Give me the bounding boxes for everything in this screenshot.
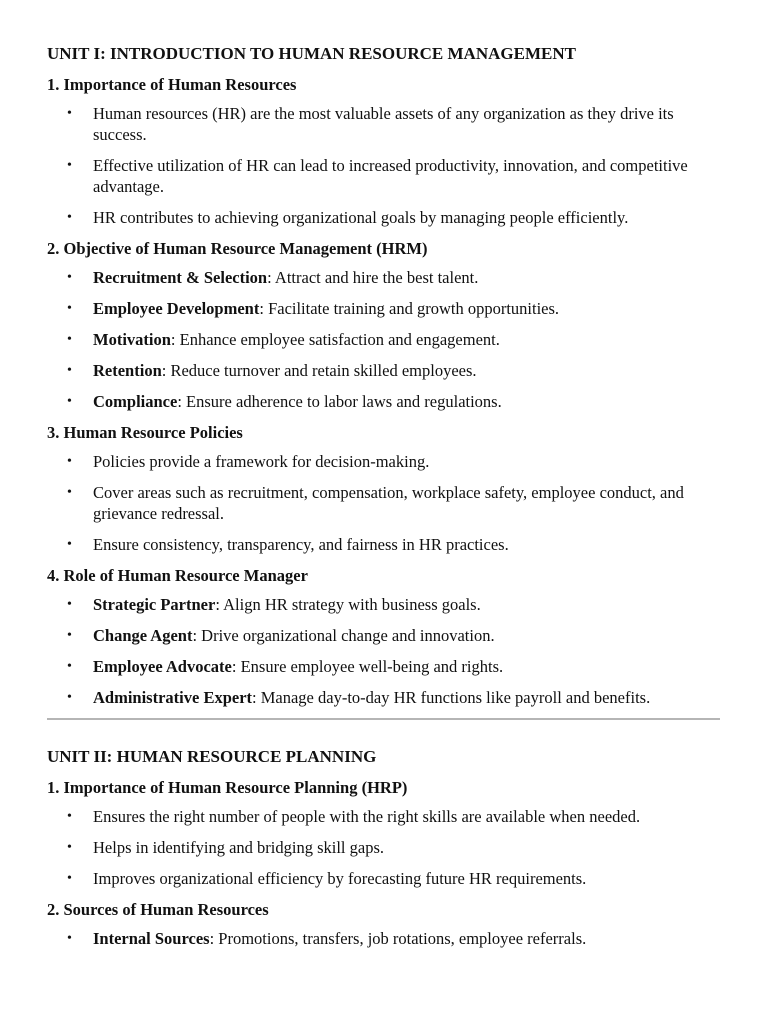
section-heading: 1. Importance of Human Resources: [47, 75, 297, 94]
bullet-icon: •: [67, 690, 72, 705]
bullet-icon: •: [67, 394, 72, 409]
list-item: [47, 207, 720, 228]
bullet-icon: •: [67, 210, 72, 225]
list-item-text: : Ensure employee well-being and rights.: [231, 657, 504, 676]
list-item: [47, 837, 720, 858]
bullet-icon: •: [67, 158, 72, 173]
list-item-term: Recruitment & Selection: [93, 268, 268, 287]
list-item: [47, 656, 720, 677]
bullet-icon: •: [67, 809, 72, 824]
list-item: [47, 451, 720, 472]
list-item-term: Internal Sources: [93, 929, 210, 948]
unit-title: UNIT II: HUMAN RESOURCE PLANNING: [47, 747, 377, 766]
bullet-list: [47, 928, 720, 949]
list-item: [47, 360, 720, 381]
list-item-text: : Promotions, transfers, job rotations, employee referrals.: [209, 929, 587, 948]
list-item-term: Employee Development: [93, 299, 260, 318]
list-item-text: Policies provide a framework for decision-making.: [93, 452, 430, 471]
bullet-icon: •: [67, 628, 72, 643]
list-item-term: Compliance: [93, 392, 178, 411]
bullet-list: [47, 451, 720, 555]
list-item: [47, 594, 720, 615]
bullet-list: [47, 267, 720, 412]
bullet-icon: •: [67, 597, 72, 612]
list-item: [47, 806, 720, 827]
bullet-icon: •: [67, 301, 72, 316]
list-item-text: : Attract and hire the best talent.: [267, 268, 479, 287]
document-body: [47, 43, 720, 949]
list-item-text: : Ensure adherence to labor laws and regulations.: [177, 392, 502, 411]
section-heading: 3. Human Resource Policies: [47, 423, 243, 442]
list-item-text: : Manage day-to-day HR functions like payroll and benefits.: [252, 688, 651, 707]
list-item: [47, 298, 720, 319]
list-item-text: Improves organizational efficiency by forecasting future HR requirements.: [93, 869, 587, 888]
section-heading: 2. Objective of Human Resource Management (HRM): [47, 239, 428, 258]
list-item-text: : Drive organizational change and innovation.: [192, 626, 495, 645]
list-item: [47, 482, 720, 524]
list-item: [47, 267, 720, 288]
list-item: [47, 687, 720, 708]
list-item-text: Ensure consistency, transparency, and fairness in HR practices.: [93, 535, 509, 554]
list-item-term: Change Agent: [93, 626, 193, 645]
list-item: [47, 391, 720, 412]
list-item-term: Administrative Expert: [93, 688, 253, 707]
list-item-text: Helps in identifying and bridging skill gaps.: [93, 838, 385, 857]
bullet-icon: •: [67, 871, 72, 886]
list-item-text: Human resources (HR) are the most valuable assets of any organization as they drive its success.: [93, 104, 674, 144]
bullet-icon: •: [67, 537, 72, 552]
bullet-icon: •: [67, 840, 72, 855]
list-item-term: Motivation: [93, 330, 171, 349]
list-item-term: Retention: [93, 361, 162, 380]
section-heading: 2. Sources of Human Resources: [47, 900, 269, 919]
bullet-list: [47, 103, 720, 228]
list-item: [47, 868, 720, 889]
list-item-text: : Align HR strategy with business goals.: [215, 595, 481, 614]
list-item-text: Cover areas such as recruitment, compensation, workplace safety, employee conduct, and grievance redressal.: [93, 483, 684, 523]
list-item: [47, 625, 720, 646]
list-item-text: : Reduce turnover and retain skilled employees.: [161, 361, 477, 380]
list-item-text: Ensures the right number of people with the right skills are available when needed.: [93, 807, 641, 826]
list-item-term: Strategic Partner: [93, 595, 216, 614]
section-heading: 4. Role of Human Resource Manager: [47, 566, 308, 585]
list-item-text: : Facilitate training and growth opportunities.: [259, 299, 560, 318]
unit-title: UNIT I: INTRODUCTION TO HUMAN RESOURCE MANAGEMENT: [47, 44, 576, 63]
list-item-text: : Enhance employee satisfaction and engagement.: [170, 330, 500, 349]
section-heading: 1. Importance of Human Resource Planning (HRP): [47, 778, 408, 797]
bullet-icon: •: [67, 363, 72, 378]
list-item: [47, 103, 720, 145]
list-item: [47, 155, 720, 197]
bullet-icon: •: [67, 332, 72, 347]
bullet-icon: •: [67, 931, 72, 946]
bullet-icon: •: [67, 106, 72, 121]
list-item: [47, 534, 720, 555]
unit-divider: [47, 718, 720, 720]
bullet-icon: •: [67, 485, 72, 500]
bullet-icon: •: [67, 659, 72, 674]
list-item-text: Effective utilization of HR can lead to increased productivity, innovation, and competitive advantage.: [93, 156, 688, 196]
bullet-list: [47, 806, 720, 889]
list-item: [47, 329, 720, 350]
bullet-list: [47, 594, 720, 708]
list-item-text: HR contributes to achieving organizational goals by managing people efficiently.: [93, 208, 629, 227]
list-item: [47, 928, 720, 949]
bullet-icon: •: [67, 270, 72, 285]
bullet-icon: •: [67, 454, 72, 469]
list-item-term: Employee Advocate: [93, 657, 232, 676]
